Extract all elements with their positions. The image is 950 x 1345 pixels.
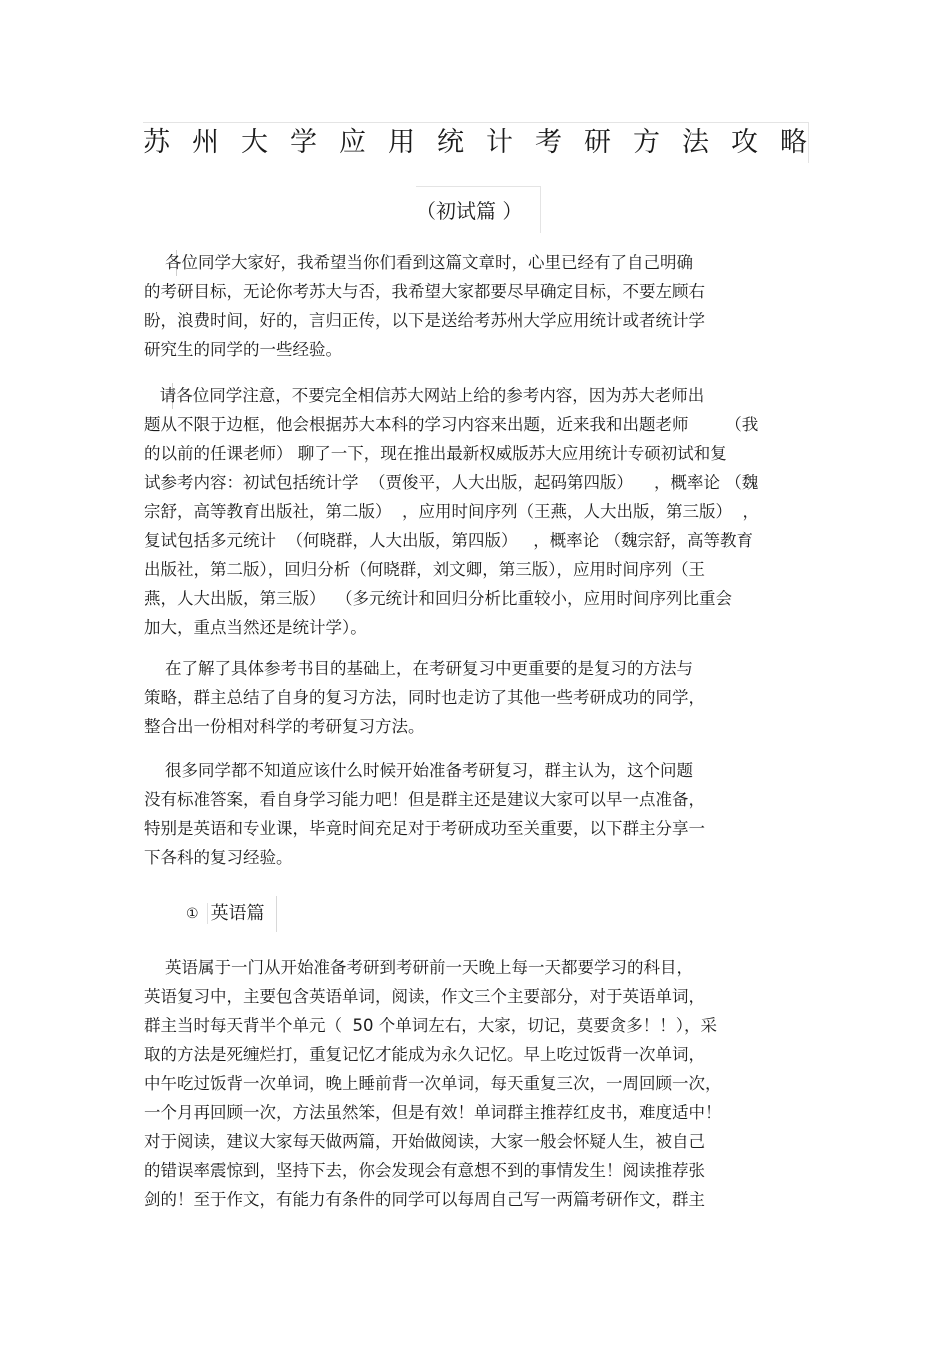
paragraph-line: 出版社，第二版），回归分析（何晓群，刘文卿，第三版），应用时间序列（王 (144, 560, 705, 579)
paragraph-intro (144, 248, 824, 364)
paragraph-line: 的错误率震惊到，坚持下去，你会发现会有意想不到的事情发生！阅读推荐张 (144, 1161, 705, 1180)
paragraph-line: 复试包括多元统计 （何晓群，人大出版，第四版） ，概率论 （魏宗舒，高等教育 (144, 531, 753, 550)
paragraph-line: 整合出一份相对科学的考研复习方法。 (144, 717, 425, 736)
paragraph-line: 研究生的同学的一些经验。 (144, 340, 342, 359)
paragraph-line: 取的方法是死缠烂打，重复记忆才能成为永久记忆。早上吃过饭背一次单词， (144, 1045, 705, 1064)
paragraph-line: 试参考内容：初试包括统计学 （贾俊平，人大出版，起码第四版） ，概率论 （魏 (144, 473, 759, 492)
paragraph-line: 各位同学大家好，我希望当你们看到这篇文章时，心里已经有了自己明确 (144, 253, 693, 272)
paragraph-line: 群主当时每天背半个单元（ 50 个单词左右，大家，切记，莫要贪多！！），采 (144, 1016, 717, 1035)
paragraph-line: 策略，群主总结了自身的复习方法，同时也走访了其他一些考研成功的同学， (144, 688, 705, 707)
paragraph-line: 没有标准答案，看自身学习能力吧！但是群主还是建议大家可以早一点准备， (144, 790, 705, 809)
paragraph-line: 盼，浪费时间，好的，言归正传，以下是送给考苏州大学应用统计或者统计学 (144, 311, 705, 330)
paragraph-line: 加大，重点当然还是统计学）。 (144, 618, 367, 637)
section-title: 英语篇 (207, 903, 265, 924)
paragraph-line: 中午吃过饭背一次单词，晚上睡前背一次单词，每天重复三次，一周回顾一次， (144, 1074, 722, 1093)
paragraph-line: 英语属于一门从开始准备考研到考研前一天晚上每一天都要学习的科目， (144, 958, 693, 977)
paragraph-line: 的考研目标，无论你考苏大与否，我希望大家都要尽早确定目标，不要左顾右 (144, 282, 705, 301)
paragraph-line: 在了解了具体参考书目的基础上，在考研复习中更重要的是复习的方法与 (144, 659, 693, 678)
paragraph-line: 特别是英语和专业课，毕竟时间充足对于考研成功至关重要，以下群主分享一 (144, 819, 705, 838)
paragraph-line: 燕，人大出版，第三版） （多元统计和回归分析比重较小，应用时间序列比重会 (144, 589, 732, 608)
paragraph-methods (144, 654, 824, 741)
paragraph-line: 英语复习中，主要包含英语单词，阅读，作文三个主要部分，对于英语单词， (144, 987, 705, 1006)
section-heading-english (186, 896, 277, 932)
paragraph-line: 下各科的复习经验。 (144, 848, 293, 867)
paragraph-line: 的以前的任课老师） 聊了一下，现在推出最新权威版苏大应用统计专硕初试和复 (144, 444, 727, 463)
paragraph-line: 请各位同学注意，不要完全相信苏大网站上给的参考内容，因为苏大老师出 (144, 386, 705, 405)
paragraph-reference-books (144, 381, 824, 642)
document-title: 苏州大学应用统计考研方法攻略 (143, 122, 809, 163)
paragraph-line: 剑的！至于作文，有能力有条件的同学可以每周自己写一两篇考研作文，群主 (144, 1190, 705, 1209)
paragraph-timing (144, 756, 824, 872)
paragraph-line: 对于阅读，建议大家每天做两篇，开始做阅读，大家一般会怀疑人生，被自己 (144, 1132, 705, 1151)
paragraph-line: 一个月再回顾一次，方法虽然笨，但是有效！单词群主推荐红皮书，难度适中！ (144, 1103, 722, 1122)
document-subtitle: （初试篇 ） (416, 186, 541, 233)
paragraph-line: 宗舒，高等教育出版社，第二版） ，应用时间序列（王燕，人大出版，第三版） ， (144, 502, 759, 521)
paragraph-line: 题从不限于边框，他会根据苏大本科的学习内容来出题，近来我和出题老师 （我 (144, 415, 759, 434)
paragraph-line: 很多同学都不知道应该什么时候开始准备考研复习，群主认为，这个问题 (144, 761, 693, 780)
section-number: ① (186, 906, 199, 922)
paragraph-english (144, 953, 824, 1214)
